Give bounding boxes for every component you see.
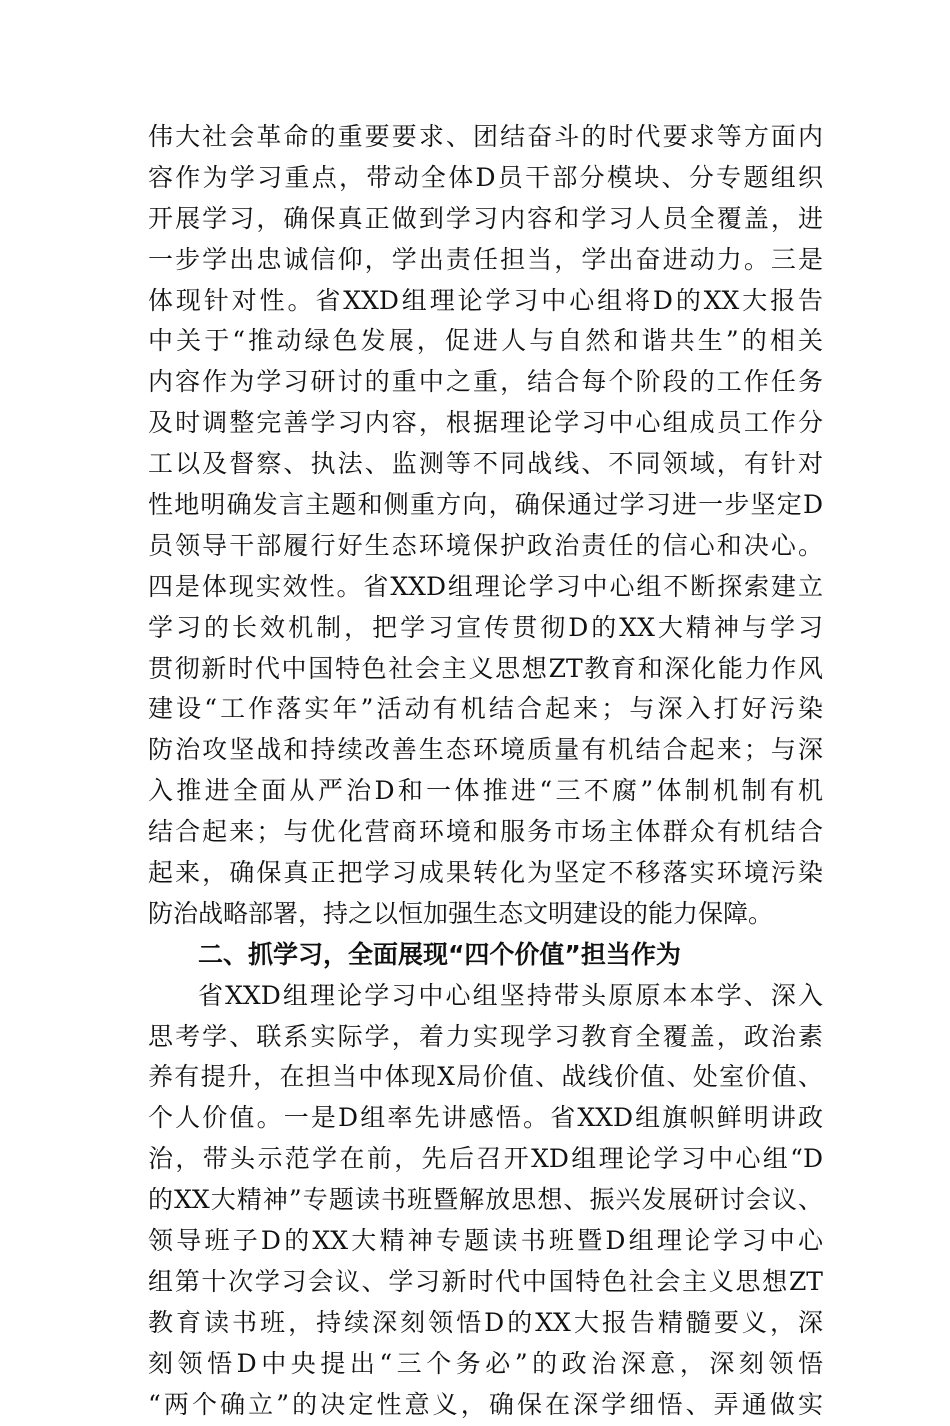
body-line: 一步学出忠诚信仰，学出责任担当，学出奋进动力。三是 (148, 244, 823, 274)
body-line: 个人价值。一是D组率先讲感悟。省XXD组旗帜鲜明讲政 (148, 1103, 823, 1133)
body-line: 伟大社会革命的重要要求、团结奋斗的时代要求等方面内 (148, 122, 823, 151)
body-line: 员领导干部履行好生态环境保护政治责任的信心和决心。 (148, 530, 823, 560)
document-body (148, 117, 823, 1426)
body-line: 中关于“推动绿色发展，促进人与自然和谐共生”的相关 (148, 326, 823, 356)
body-line: 四是体现实效性。省XXD组理论学习中心组不断探索建立 (148, 571, 823, 601)
body-line: 结合起来；与优化营商环境和服务市场主体群众有机结合 (148, 817, 823, 847)
body-line: 性地明确发言主题和侧重方向，确保通过学习进一步坚定D (148, 490, 823, 520)
body-line: 工以及督察、执法、监测等不同战线、不同领域，有针对 (148, 449, 823, 479)
body-line: 及时调整完善学习内容，根据理论学习中心组成员工作分 (148, 408, 823, 438)
body-line: 省XXD组理论学习中心组坚持带头原原本本学、深入 (198, 980, 823, 1010)
body-line: 开展学习，确保真正做到学习内容和学习人员全覆盖，进 (148, 203, 823, 233)
body-line: 体现针对性。省XXD组理论学习中心组将D的XX大报告 (148, 285, 823, 315)
section-heading: 二、抓学习，全面展现“四个价值”担当作为 (198, 939, 681, 969)
body-line: 内容作为学习研讨的重中之重，结合每个阶段的工作任务 (148, 367, 823, 397)
body-line: 思考学、联系实际学，着力实现学习教育全覆盖，政治素 (148, 1021, 823, 1051)
body-line: 防治战略部署，持之以恒加强生态文明建设的能力保障。 (148, 898, 774, 928)
body-line: 防治攻坚战和持续改善生态环境质量有机结合起来；与深 (148, 735, 823, 765)
body-line: “两个确立”的决定性意义，确保在深学细悟、弄通做实 (148, 1389, 823, 1419)
body-line: 贯彻新时代中国特色社会主义思想ZT教育和深化能力作风 (148, 653, 823, 683)
body-line: 组第十次学习会议、学习新时代中国特色社会主义思想ZT (148, 1266, 823, 1296)
body-line: 起来，确保真正把学习成果转化为坚定不移落实环境污染 (148, 858, 823, 888)
body-line: 治，带头示范学在前，先后召开XD组理论学习中心组“D (148, 1144, 823, 1174)
body-line: 入推进全面从严治D和一体推进“三不腐”体制机制有机 (148, 776, 823, 806)
body-line: 学习的长效机制，把学习宣传贯彻D的XX大精神与学习 (148, 612, 823, 642)
body-line: 教育读书班，持续深刻领悟D的XX大报告精髓要义，深 (148, 1307, 823, 1337)
body-line: 养有提升，在担当中体现X局价值、战线价值、处室价值、 (148, 1062, 823, 1092)
body-line: 的XX大精神”专题读书班暨解放思想、振兴发展研讨会议、 (148, 1185, 823, 1215)
body-line: 容作为学习重点，带动全体D员干部分模块、分专题组织 (148, 162, 823, 192)
body-line: 建设“工作落实年”活动有机结合起来；与深入打好污染 (148, 694, 823, 724)
body-line: 领导班子D的XX大精神专题读书班暨D组理论学习中心 (148, 1226, 823, 1256)
body-line: 刻领悟D中央提出“三个务必”的政治深意，深刻领悟 (148, 1348, 823, 1378)
